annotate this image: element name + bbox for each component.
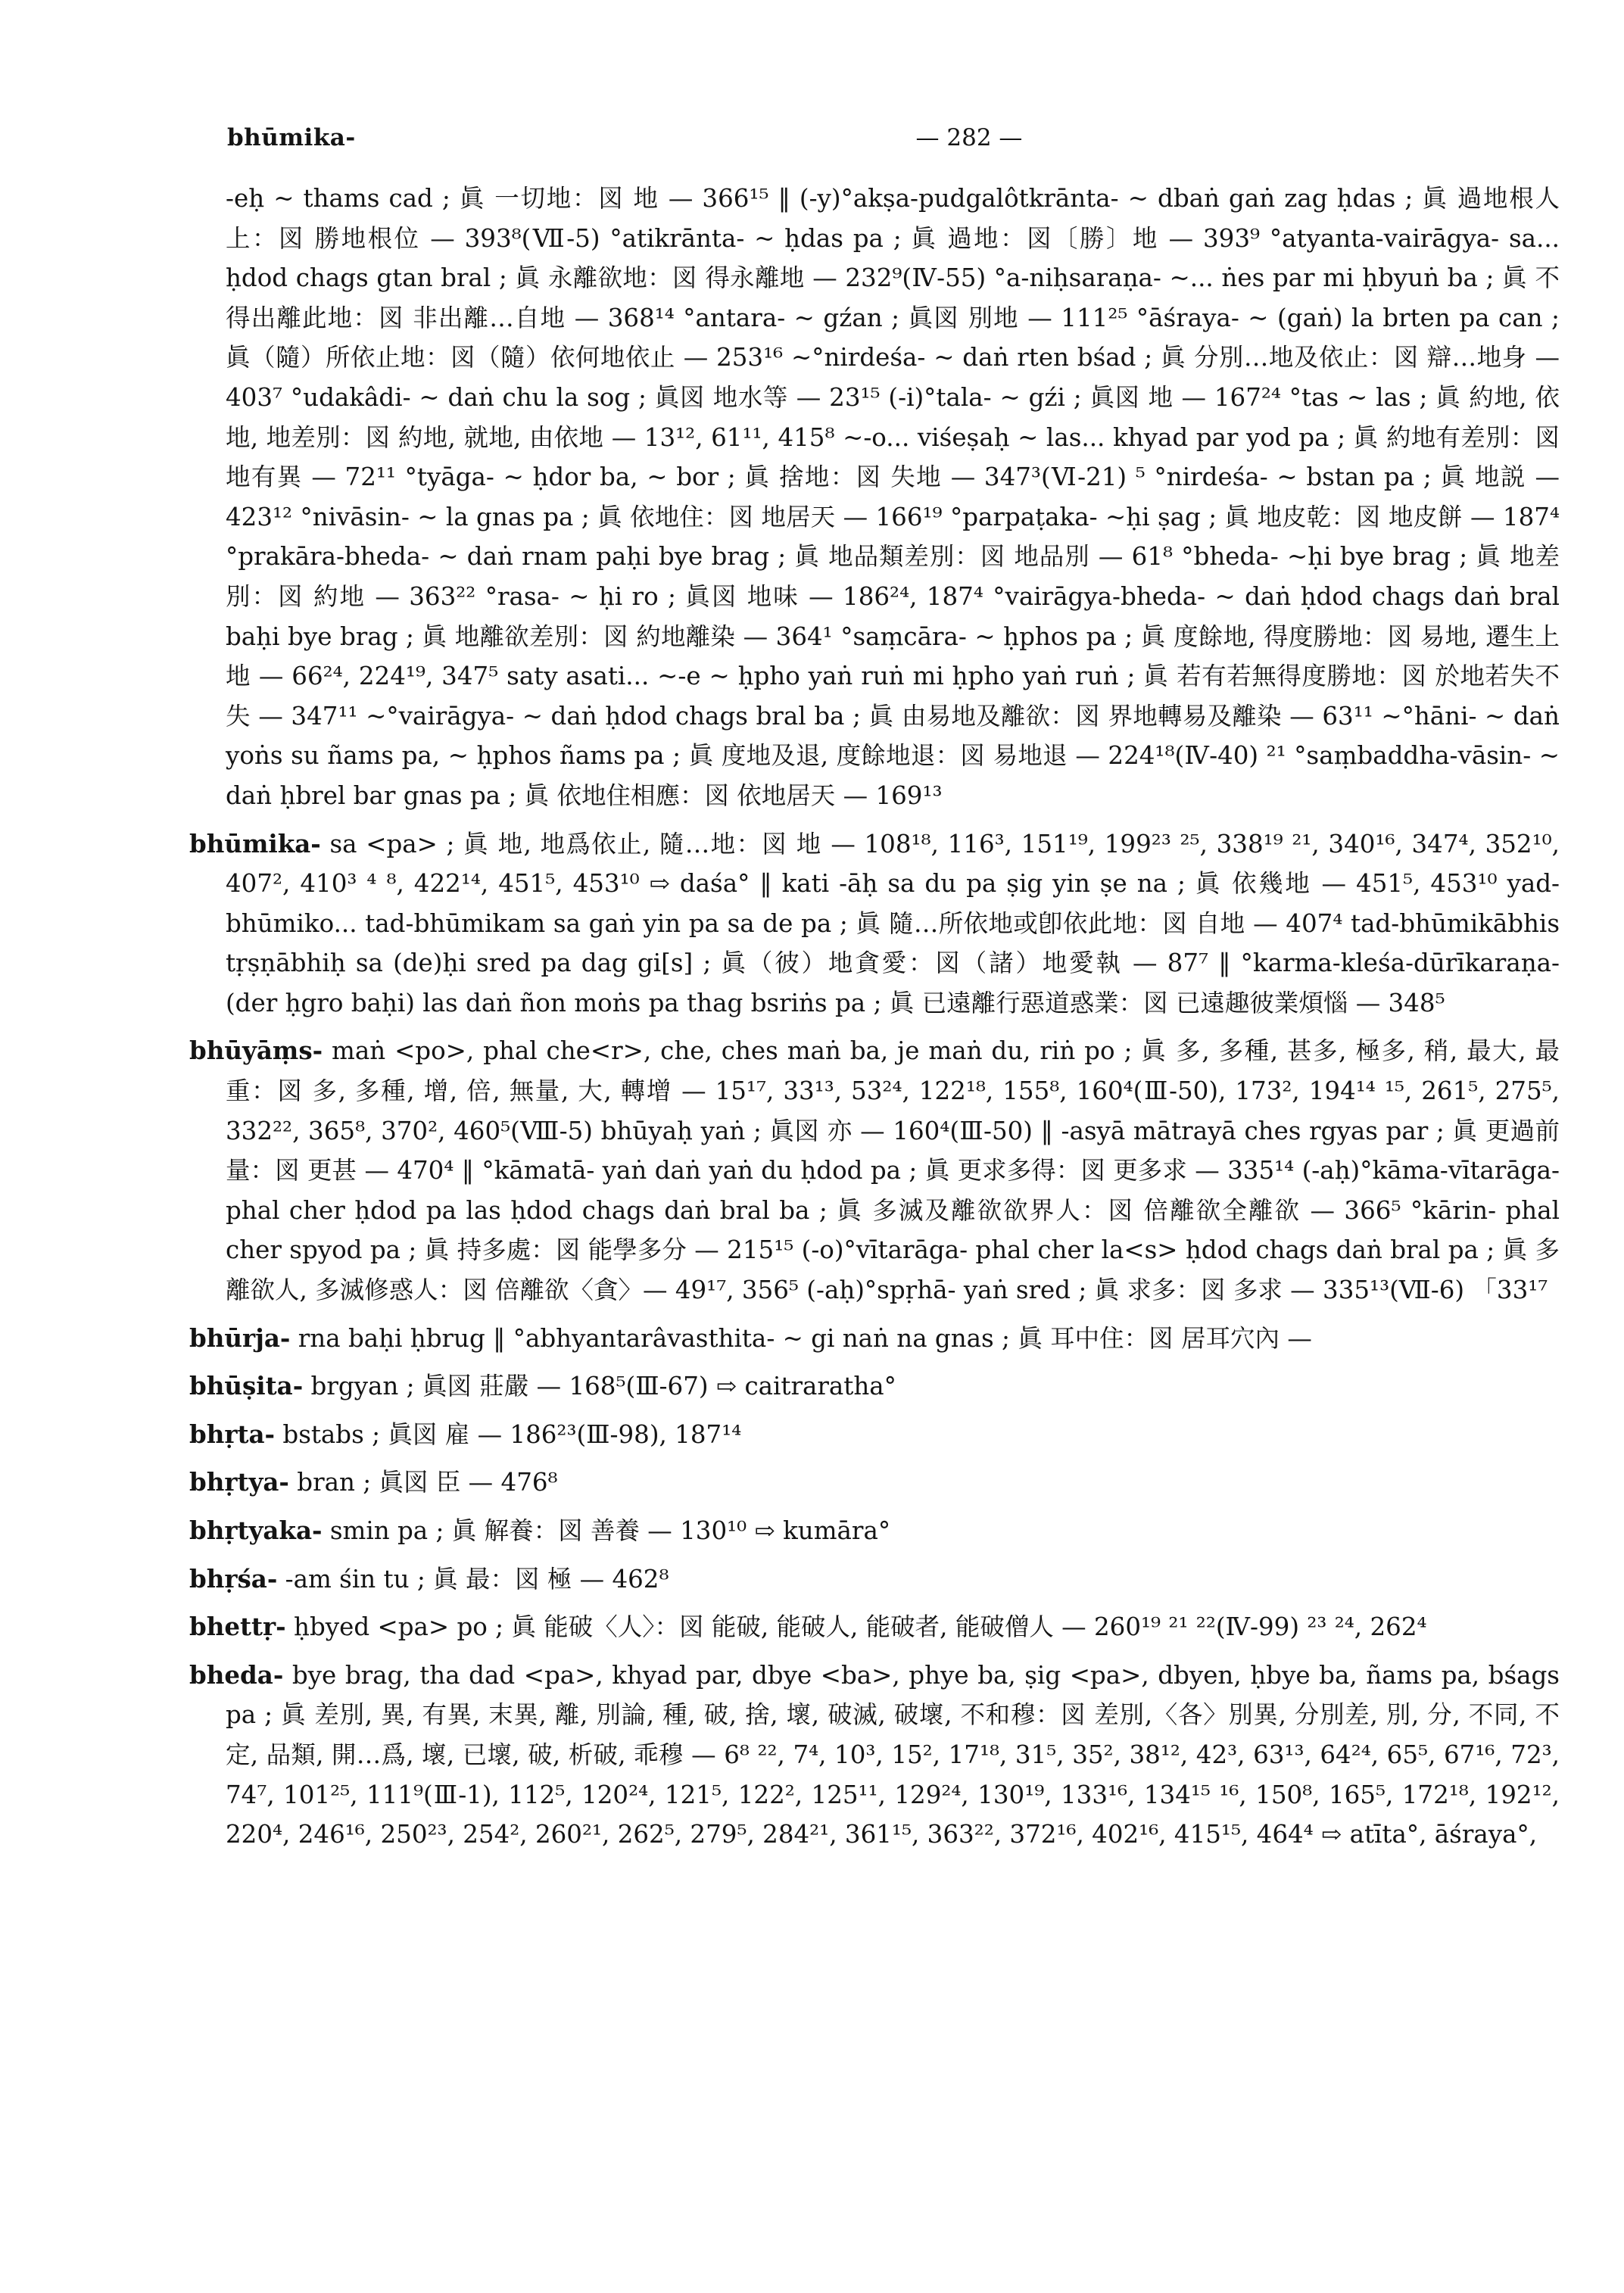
entry-continuation <box>189 179 1560 816</box>
entry-headword: bhūyāṃs- <box>189 1036 323 1066</box>
entry-headword: bhṛtyaka- <box>189 1516 323 1545</box>
entry-body: -eḥ ~ thams cad ; 眞 一切地：図 地 — 366¹⁵ ‖ (-y)°akṣa-pudgalôtkrānta- ~ dbaṅ gaṅ zag ḥdas ; 眞 過地根人上：図 勝地根位 — 393⁸(Ⅶ-5) °atikrānta- ~ ḥdas pa ; 眞 過地：図〔勝〕地 — 393⁹ °atyanta-vairāgya- sa... ḥdod chags gtan bral ; 眞 永離欲地：図 得永離地 — 232⁹(Ⅳ-55) °a-niḥsaraṇa- ~... ṅes par mi ḥbyuṅ ba ; 眞 不得出離此地：図 非出離…自地 — 368¹⁴ °antara- ~ gźan ; 眞図 別地 — 111²⁵ °āśraya- ~ (gaṅ) la brten pa can ; 眞（隨）所依止地：図（隨）依何地依止 — 253¹⁶ ~°nirdeśa- ~ daṅ rten bśad ; 眞 分別…地及依止：図 辯…地身 — 403⁷ °udakâdi- ~ daṅ chu la sog ; 眞図 地水等 — 23¹⁵ (-i)°tala- ~ gźi ; 眞図 地 — 167²⁴ °tas ~ las ; 眞 約地, 依地, 地差別：図 約地, 就地, 由依地 — 13¹², 61¹¹, 415⁸ ~-o... viśeṣaḥ ~ las... khyad par yod pa ; 眞 約地有差別：図 地有異 — 72¹¹ °tyāga- ~ ḥdor ba, ~ bor ; 眞 捨地：図 失地 — 347³(Ⅵ-21) ⁵ °nirdeśa- ~ bstan pa ; 眞 地説 — 423¹² °nivāsin- ~ la gnas pa ; 眞 依地住：図 地居天 — 166¹⁹ °parpaṭaka- ~ḥi ṣag ; 眞 地皮乾：図 地皮餅 — 187⁴ °prakāra-bheda- ~ daṅ rnam paḥi bye brag ; 眞 地品類差別：図 地品別 — 61⁸ °bheda- ~ḥi bye brag ; 眞 地差別：図 約地 — 363²² °rasa- ~ ḥi ro ; 眞図 地味 — 186²⁴, 187⁴ °vairāgya-bheda- ~ daṅ ḥdod chags daṅ bral baḥi bye brag ; 眞 地離欲差別：図 約地離染 — 364¹ °saṃcāra- ~ ḥphos pa ; 眞 度餘地, 得度勝地：図 易地, 遷生上地 — 66²⁴, 224¹⁹, 347⁵ saty asati... ~-e ~ ḥpho yaṅ ruṅ mi ḥpho yaṅ ruṅ ; 眞 若有若無得度勝地：図 於地若失不失 — 347¹¹ ~°vairāgya- ~ daṅ ḥdod chags bral ba ; 眞 由易地及離欲：図 界地轉易及離染 — 63¹¹ ~°hāni- ~ daṅ yoṅs su ñams pa, ~ ḥphos ñams pa ; 眞 度地及退, 度餘地退：図 易地退 — 224¹⁸(Ⅳ-40) ²¹ °saṃbaddha-vāsin- ~ daṅ ḥbrel bar gnas pa ; 眞 依地住相應：図 依地居天 — 169¹³ <box>226 184 1560 810</box>
running-head <box>227 124 1624 160</box>
entry-headword: bhṛśa- <box>189 1563 278 1594</box>
entry <box>189 1031 1560 1310</box>
entry <box>189 1366 1560 1407</box>
page-number: — 282 — <box>915 124 1023 151</box>
entry <box>189 1559 1560 1600</box>
entry-body: bye brag, tha dad <pa>, khyad par, dbye <ba>, phye ba, ṣig <pa>, dbyen, ḥbye ba, ñams pa, bśags pa ; 眞 差別, 異, 有異, 末異, 離, 別論, 種, 破, 捨, 壞, 破滅, 破壞, 不和穆：図 差別,〈各〉別異, 分別差, 別, 分, 不同, 不定, 品類, 開…爲, 壞, 已壞, 破, 析破, 乖穆 — 6⁸ ²², 7⁴, 10³, 15², 17¹⁸, 31⁵, 35², 38¹², 42³, 63¹³, 64²⁴, 65⁵, 67¹⁶, 72³, 74⁷, 101²⁵, 111⁹(Ⅲ-1), 112⁵, 120²⁴, 121⁵, 122², 125¹¹, 129²⁴, 130¹⁹, 133¹⁶, 134¹⁵ ¹⁶, 150⁸, 165⁵, 172¹⁸, 192¹², 220⁴, 246¹⁶, 250²³, 254², 260²¹, 262⁵, 279⁵, 284²¹, 361¹⁵, 363²², 372¹⁶, 402¹⁶, 415¹⁵, 464⁴ ⇨ atīta°, āśraya°, <box>226 1660 1560 1849</box>
entry-body: ḥbyed <pa> po ; 眞 能破〈人〉：図 能破, 能破人, 能破者, 能破僧人 — 260¹⁹ ²¹ ²²(Ⅳ-99) ²³ ²⁴, 262⁴ <box>294 1612 1427 1642</box>
entry-body: -am śin tu ; 眞 最：図 極 — 462⁸ <box>285 1564 669 1594</box>
entry-headword: bheda- <box>189 1659 284 1690</box>
entry <box>189 1463 1560 1503</box>
entry-body: sa <pa> ; 眞 地, 地爲依止, 隨…地：図 地 — 108¹⁸, 116³, 151¹⁹, 199²³ ²⁵, 338¹⁹ ²¹, 340¹⁶, 347⁴, 352¹⁰, 407², 410³ ⁴ ⁸, 422¹⁴, 451⁵, 453¹⁰ ⇨ daśa° ‖ kati -āḥ sa du pa ṣig yin ṣe na ; 眞 依幾地 — 451⁵, 453¹⁰ yad-bhūmiko... tad-bhūmikam sa gaṅ yin pa sa de pa ; 眞 隨…所依地或卽依此地：図 自地 — 407⁴ tad-bhūmikābhis tṛṣṇābhiḥ sa (de)ḥi sred pa dag gi[s] ; 眞（彼）地貪愛：図（諸）地愛執 — 87⁷ ‖ °karma-kleśa-dūrīkaraṇa- (der ḥgro baḥi) las daṅ ñon moṅs pa thag bsriṅs pa ; 眞 已遠離行惡道惑業：図 已遠趣彼業煩惱 — 348⁵ <box>226 829 1560 1017</box>
entry-body: brgyan ; 眞図 莊嚴 — 168⁵(Ⅲ-67) ⇨ caitraratha° <box>310 1372 896 1401</box>
entry-body: bstabs ; 眞図 雇 — 186²³(Ⅲ-98), 187¹⁴ <box>282 1419 742 1449</box>
entry-headword: bhūmika- <box>189 828 321 858</box>
entry-body: bran ; 眞図 臣 — 476⁸ <box>297 1468 558 1497</box>
entry-headword: bhṛtya- <box>189 1467 289 1497</box>
entry <box>189 1656 1560 1855</box>
running-headword: bhūmika- <box>227 124 356 151</box>
entry <box>189 824 1560 1023</box>
entry <box>189 1607 1560 1647</box>
entry-headword: bhūṣita- <box>189 1371 304 1401</box>
entry-headword: bhūrja- <box>189 1323 291 1353</box>
entry-body: rna baḥi ḥbrug ‖ °abhyantarâvasthita- ~ gi naṅ na gnas ; 眞 耳中住：図 居耳穴內 — <box>298 1323 1312 1353</box>
entry <box>189 1319 1560 1359</box>
dictionary-entries <box>189 179 1560 1863</box>
entry-headword: bhettṛ- <box>189 1612 286 1642</box>
entry-body: smin pa ; 眞 解養：図 善養 — 130¹⁰ ⇨ kumāra° <box>329 1516 891 1545</box>
entry <box>189 1511 1560 1551</box>
entry <box>189 1415 1560 1455</box>
entry-body: maṅ <po>, phal che<r>, che, ches maṅ ba, je maṅ du, riṅ po ; 眞 多, 多種, 甚多, 極多, 稍, 最大, 最重：図 多, 多種, 增, 倍, 無量, 大, 轉增 — 15¹⁷, 33¹³, 53²⁴, 122¹⁸, 155⁸, 160⁴(Ⅲ-50), 173², 194¹⁴ ¹⁵, 261⁵, 275⁵, 332²², 365⁸, 370², 460⁵(Ⅷ-5) bhūyaḥ yaṅ ; 眞図 亦 — 160⁴(Ⅲ-50) ‖ -asyā mātrayā ches rgyas par ; 眞 更過前量：図 更甚 — 470⁴ ‖ °kāmatā- yaṅ daṅ yaṅ du ḥdod pa ; 眞 更求多得：図 更多求 — 335¹⁴ (-aḥ)°kāma-vītarāga- phal cher ḥdod pa las ḥdod chags daṅ bral ba ; 眞 多滅及離欲欲界人：図 倍離欲全離欲 — 366⁵ °kārin- phal cher spyod pa ; 眞 持多處：図 能學多分 — 215¹⁵ (-o)°vītarāga- phal cher la<s> ḥdod chags daṅ bral pa ; 眞 多離欲人, 多滅修惑人：図 倍離欲〈貪〉— 49¹⁷, 356⁵ (-aḥ)°spṛhā- yaṅ sred ; 眞 求多：図 多求 — 335¹³(Ⅶ-6) 「33¹⁷ <box>226 1036 1560 1305</box>
entry-headword: bhṛta- <box>189 1419 276 1449</box>
